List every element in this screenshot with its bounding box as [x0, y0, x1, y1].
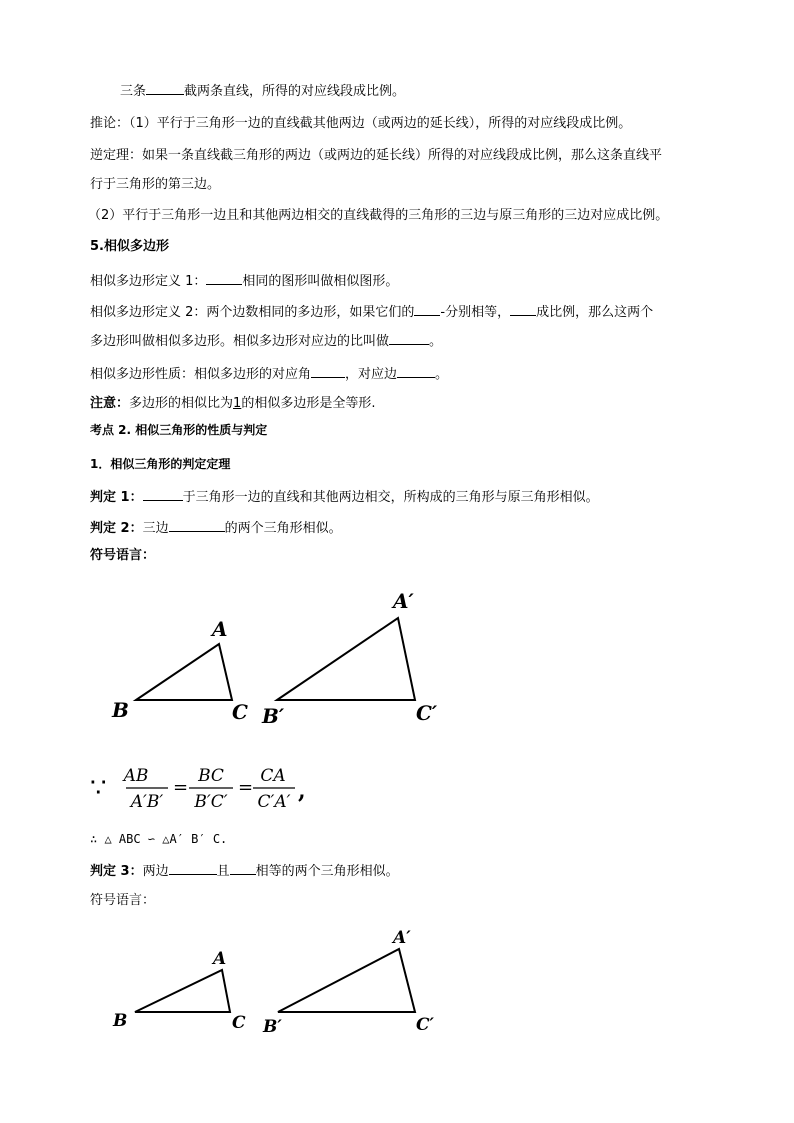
fill-blank — [169, 861, 217, 875]
text-segment: 。 — [429, 334, 443, 349]
criterion-label: 判定 2： — [90, 521, 143, 536]
criterion-label: 判定 3： — [90, 864, 143, 879]
formula-comma: , — [298, 778, 306, 804]
vertex-label-c-prime: C′ — [416, 701, 438, 725]
text-segment: 于三角形一边的直线和其他两边相交，所构成的三角形与原三角形相似。 — [182, 490, 599, 505]
text-segment: 相同的图形叫做相似图形。 — [242, 274, 399, 289]
text-segment: 的相似多边形是全等形. — [241, 396, 376, 411]
text-line-2: 推论：（1）平行于三角形一边的直线截其他两边（或两边的延长线），所得的对应线段成比例。 — [90, 116, 632, 131]
vertex-label-b: B — [113, 1011, 128, 1031]
text-segment: 相似多边形性质：相似多边形的对应角 — [90, 367, 312, 382]
conclusion-line: ∴ △ ABC ∽ △A′ B′ C. — [90, 832, 228, 846]
triangle-a-prime-b-prime-c-prime — [278, 949, 415, 1012]
criterion-3 — [90, 861, 399, 881]
text-segment: 两边 — [142, 864, 169, 879]
triangle-figure-2 — [0, 920, 794, 1040]
vertex-label-a: A — [213, 949, 227, 969]
text-segment: -分别相等， — [440, 305, 511, 320]
triangle-abc — [136, 644, 232, 700]
denominator-c-prime-a-prime: C′A′ — [257, 792, 291, 812]
vertex-label-c: C — [232, 1013, 246, 1033]
symbol-language-label-2: 符号语言： — [90, 893, 156, 908]
equals-sign: = — [238, 777, 254, 798]
denominator-b-prime-c-prime: B′C′ — [194, 792, 228, 812]
text-segment: 多边形叫做相似多边形。相似多边形对应边的比叫做 — [90, 334, 390, 349]
text-segment: 的两个三角形相似。 — [224, 521, 342, 536]
vertex-label-c-prime: C′ — [416, 1015, 435, 1035]
section-heading-5: 5.相似多边形 — [90, 239, 169, 254]
kaodian-2-heading: 考点 2. 相似三角形的性质与判定 — [90, 423, 268, 437]
numerator-ab: AB — [123, 766, 149, 786]
text-line-5: （2）平行于三角形一边且和其他两边相交的直线截得的三角形的三边与原三角形的三边对应成比例。 — [88, 208, 669, 223]
text-segment: 成比例，那么这两个 — [536, 305, 654, 320]
text-segment: 三条 — [120, 84, 147, 99]
text-segment: 截两条直线，所得的对应线段成比例。 — [184, 84, 406, 99]
text-segment: 相等的两个三角形相似。 — [255, 864, 399, 879]
symbol-language-label-1: 符号语言： — [90, 548, 156, 563]
numerator-ca: CA — [260, 766, 286, 786]
triangle-a-prime-b-prime-c-prime — [277, 618, 415, 700]
vertex-label-b-prime: B′ — [262, 704, 285, 728]
text-segment: 多边形的相似比为 — [129, 396, 234, 411]
ratio-formula — [90, 760, 330, 816]
text-segment: 相似多边形定义 1： — [90, 274, 207, 289]
vertex-label-a-prime: A′ — [393, 928, 411, 948]
because-symbol: ∵ — [90, 773, 107, 803]
text-segment: 且 — [216, 864, 230, 879]
vertex-label-c: C — [232, 700, 248, 724]
text-line-3: 逆定理：如果一条直线截三角形的两边（或两边的延长线）所得的对应线段成比例，那么这条直线平 — [90, 148, 663, 163]
vertex-label-a-prime: A′ — [393, 589, 414, 613]
triangle-abc — [135, 970, 230, 1012]
vertex-label-a: A — [212, 617, 228, 641]
numerator-bc: BC — [198, 766, 224, 786]
vertex-label-b-prime: B′ — [263, 1017, 282, 1037]
text-line-4: 行于三角形的第三边。 — [90, 177, 221, 192]
text-segment: 三边 — [142, 521, 169, 536]
denominator-a-prime-b-prime: A′B′ — [130, 792, 164, 812]
note-label: 注意： — [90, 396, 130, 411]
fill-blank — [230, 861, 256, 875]
text-segment: ，对应边 — [345, 367, 398, 382]
subheading-1: 1．相似三角形的判定定理 — [90, 457, 231, 471]
criterion-label: 判定 1： — [90, 490, 143, 505]
text-segment: 相似多边形定义 2：两个边数相同的多边形，如果它们的 — [90, 305, 415, 320]
text-segment: 。 — [435, 367, 449, 382]
vertex-label-b: B — [112, 698, 129, 722]
note-number: 1 — [233, 396, 242, 411]
equals-sign: = — [173, 777, 189, 798]
